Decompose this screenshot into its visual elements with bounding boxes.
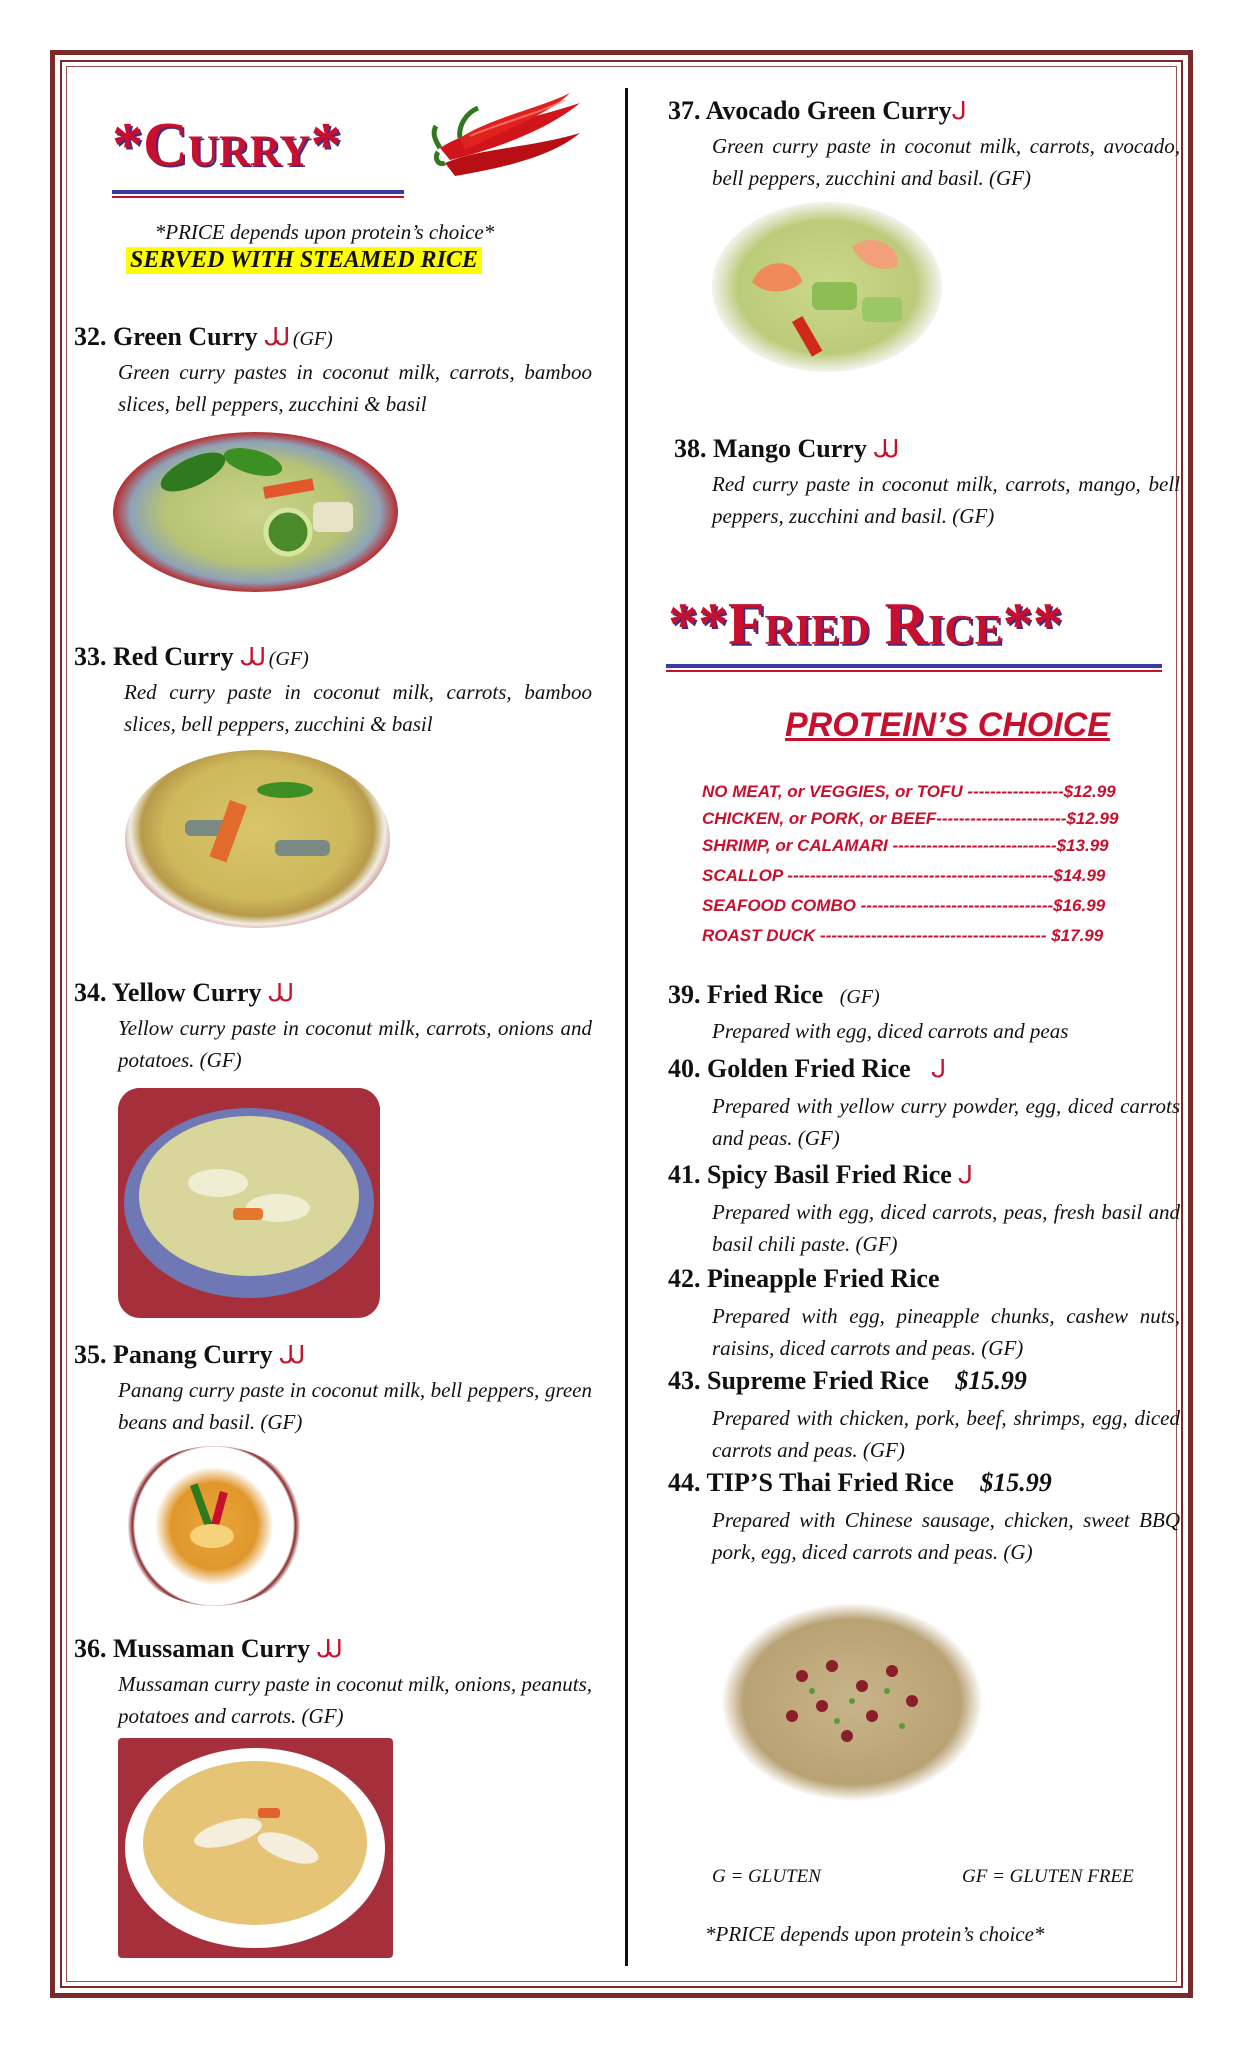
yellow-curry-photo: [118, 1088, 380, 1318]
item-42-name: 42. Pineapple Fried Rice: [668, 1264, 940, 1293]
item-33-title: [74, 642, 309, 672]
chili-icon: ᒍ: [957, 1163, 969, 1189]
price-row: CHICKEN, or PORK, or BEEF-----------------------$12.99: [702, 809, 1119, 828]
chili-icon: ᒍᒍ: [279, 1343, 302, 1369]
item-41-title: [668, 1160, 969, 1190]
item-32-title: [74, 322, 333, 352]
bottom-price-note: *PRICE depends upon protein’s choice*: [705, 1922, 1045, 1946]
item-44-price: $15.99: [980, 1468, 1052, 1497]
price-row: NO MEAT, or VEGGIES, or TOFU -----------------$12.99: [702, 782, 1116, 801]
item-39-desc: Prepared with egg, diced carrots and peas: [712, 1019, 1069, 1043]
item-33-desc: Red curry paste in coconut milk, carrots, bamboo slices, bell peppers, zucchini & basil: [124, 680, 592, 736]
green-curry-photo: [113, 432, 398, 592]
item-43-desc: Prepared with chicken, pork, beef, shrimps, egg, diced carrots and peas. (GF): [712, 1406, 1180, 1462]
item-38-desc: Red curry paste in coconut milk, carrots, mango, bell peppers, zucchini and basil. (GF): [712, 472, 1180, 528]
item-35-desc: Panang curry paste in coconut milk, bell peppers, green beans and basil. (GF): [118, 1378, 592, 1434]
item-37-name: 37. Avocado Green Curry: [668, 96, 952, 125]
item-36-title: [74, 1634, 339, 1664]
fried-rice-title-underline: [666, 664, 1162, 668]
curry-title-underline: [112, 190, 404, 194]
item-42-title: [668, 1264, 940, 1294]
protein-choice-heading: PROTEIN’S CHOICE: [785, 706, 1110, 744]
item-44-title: [668, 1468, 1052, 1498]
served-with-rice-banner: SERVED WITH STEAMED RICE: [126, 247, 482, 274]
item-33-name: 33. Red Curry: [74, 642, 234, 671]
item-34-desc: Yellow curry paste in coconut milk, carrots, onions and potatoes. (GF): [118, 1016, 592, 1072]
curry-section-title: *Curry*: [112, 111, 342, 179]
item-39-title: [668, 980, 880, 1010]
item-43-price: $15.99: [955, 1366, 1027, 1395]
panang-curry-photo: [120, 1446, 308, 1606]
item-39-name: 39. Fried Rice: [668, 980, 824, 1009]
curry-title-underline-2: [112, 196, 404, 198]
item-35-title: [74, 1340, 301, 1370]
item-40-name: 40. Golden Fried Rice: [668, 1054, 911, 1083]
chili-icon: ᒍ: [951, 99, 963, 125]
item-44-desc: Prepared with Chinese sausage, chicken, sweet BBQ pork, egg, diced carrots and peas. (G): [712, 1508, 1180, 1564]
chili-peppers-image: [430, 88, 590, 183]
item-38-name: 38. Mango Curry: [674, 434, 867, 463]
chili-icon: ᒍᒍ: [316, 1637, 339, 1663]
item-41-desc: Prepared with egg, diced carrots, peas, fresh basil and basil chili paste. (GF): [712, 1200, 1180, 1256]
price-row: SHRIMP, or CALAMARI -----------------------------$13.99: [702, 836, 1109, 855]
price-row: SCALLOP -----------------------------------------------$14.99: [702, 866, 1106, 885]
fried-rice-title-underline-2: [666, 670, 1162, 672]
mussaman-curry-photo: [118, 1738, 393, 1958]
item-37-desc: Green curry paste in coconut milk, carrots, avocado, bell peppers, zucchini and basil. (GF): [712, 134, 1180, 190]
item-40-title: [668, 1054, 942, 1084]
item-44-name: 44. TIP’S Thai Fried Rice: [668, 1468, 954, 1497]
avocado-green-curry-photo: [712, 202, 942, 372]
item-34-name: 34. Yellow Curry: [74, 978, 262, 1007]
legend-gluten-free: GF = GLUTEN FREE: [962, 1866, 1134, 1887]
item-42-desc: Prepared with egg, pineapple chunks, cashew nuts, raisins, diced carrots and peas. (GF): [712, 1304, 1180, 1360]
item-36-desc: Mussaman curry paste in coconut milk, onions, peanuts, potatoes and carrots. (GF): [118, 1672, 592, 1728]
item-32-desc: Green curry pastes in coconut milk, carrots, bamboo slices, bell peppers, zucchini & basil: [118, 360, 592, 416]
item-33-tag: (GF): [268, 648, 309, 670]
item-37-title: [668, 96, 963, 126]
chili-icon: ᒍᒍ: [264, 325, 287, 351]
fried-rice-photo: [712, 1596, 992, 1808]
legend-gluten: G = GLUTEN: [712, 1866, 821, 1887]
chili-icon: ᒍᒍ: [268, 981, 291, 1007]
price-row: SEAFOOD COMBO ----------------------------------$16.99: [702, 896, 1106, 915]
item-43-name: 43. Supreme Fried Rice: [668, 1366, 929, 1395]
item-34-title: [74, 978, 290, 1008]
chili-icon: ᒍᒍ: [240, 645, 263, 671]
item-32-tag: (GF): [292, 328, 333, 350]
item-35-name: 35. Panang Curry: [74, 1340, 273, 1369]
item-41-name: 41. Spicy Basil Fried Rice: [668, 1160, 952, 1189]
chili-icon: ᒍ: [931, 1057, 943, 1083]
chili-icon: ᒍᒍ: [873, 437, 896, 463]
item-38-title: [674, 434, 896, 464]
price-row: ROAST DUCK ---------------------------------------- $17.99: [702, 926, 1104, 945]
item-32-name: 32. Green Curry: [74, 322, 258, 351]
column-divider: [625, 88, 628, 1966]
item-39-tag: (GF): [839, 986, 880, 1008]
item-36-name: 36. Mussaman Curry: [74, 1634, 311, 1663]
item-40-desc: Prepared with yellow curry powder, egg, diced carrots and peas. (GF): [712, 1094, 1180, 1150]
curry-price-note: *PRICE depends upon protein’s choice*: [154, 220, 495, 244]
fried-rice-section-title: **Fried Rice**: [668, 591, 1063, 657]
red-curry-photo: [125, 750, 390, 928]
item-43-title: [668, 1366, 1027, 1396]
